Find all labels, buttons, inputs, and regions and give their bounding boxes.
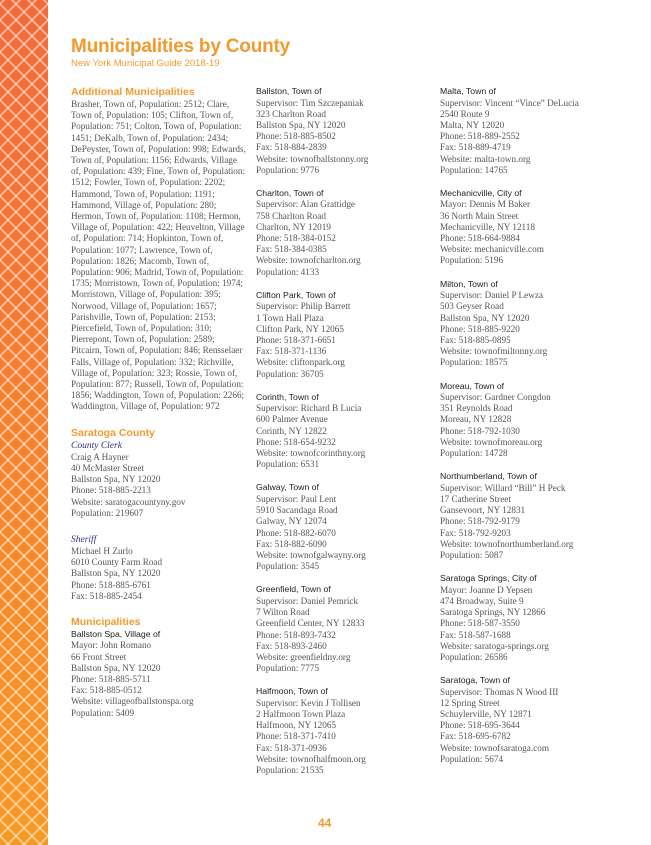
municipality-details [440,290,620,368]
municipality-title: Clifton Park, Town of [256,289,336,300]
page-number: 44 [318,816,332,830]
detail-line: Phone: 518-882-6070 [256,527,336,538]
detail-line: Supervisor: Gardner Congdon [440,392,551,403]
lattice-pattern-icon [0,0,48,845]
detail-line: Phone: 518-885-8502 [256,131,336,142]
detail-line: Ballston Spa, NY 12020 [71,474,161,485]
detail-line: 40 McMaster Street [71,462,144,473]
detail-line: Mayor: Joanne D Yepsen [440,584,533,595]
municipality-entry [71,629,246,719]
municipality-entry [256,392,431,471]
detail-line: Craig A Hayner [71,451,129,462]
detail-line: Phone: 518-664-9884 [440,233,520,244]
detail-line: Supervisor: Alan Grattidge [256,199,356,210]
detail-line: Phone: 518-893-7432 [256,629,336,640]
municipality-details [256,698,431,776]
detail-line: Website: townofgalwayny.org [256,550,366,560]
detail-line: 7 Wilton Road [256,607,310,618]
detail-line: 66 Front Street [71,651,127,662]
detail-line: Corinth, NY 12822 [256,425,327,436]
detail-line: Population: 18575 [440,357,508,368]
detail-line: Phone: 518-654-9232 [256,436,336,447]
detail-line: Population: 21535 [256,765,324,776]
detail-line: 503 Geyser Road [440,301,504,312]
detail-line: Population: 9776 [256,164,320,175]
detail-line: 12 Spring Street [440,697,500,708]
page-title: Municipalities by County [71,36,290,57]
municipality-entry [256,482,431,572]
column-left [71,86,246,731]
municipality-title: Corinth, Town of [256,391,319,402]
detail-line: Phone: 518-885-9220 [440,323,520,334]
detail-line: Supervisor: Paul Lent [256,493,337,504]
detail-line: Population: 5196 [440,255,504,266]
detail-line: Fax: 518-884-2839 [256,142,327,153]
detail-line: Supervisor: Philip Barrett [256,301,351,312]
detail-line: Phone: 518-885-5711 [71,674,151,685]
detail-line: Mayor: John Romano [71,640,152,651]
detail-line: Website: malta-town.org [440,153,531,164]
municipality-title: Halfmoon, Town of [256,686,328,697]
detail-line: 2540 Route 9 [440,108,490,119]
detail-line: Website: townofmiltonny.org [440,346,548,357]
county-clerk-details [71,452,246,519]
detail-line: Website: townofmoreau.org [440,436,543,447]
detail-line: Fax: 518-371-1136 [256,346,327,357]
detail-line: Supervisor: Richard B Lucia [256,403,362,414]
detail-line: 5910 Sacandaga Road [256,505,338,516]
detail-line: Website: townofsaratoga.com [440,742,549,753]
detail-line: Fax: 518-885-0895 [440,334,511,345]
sheriff-role: Sheriff [71,534,97,545]
municipality-details [440,687,620,765]
municipality-entry [256,290,431,380]
municipality-details [256,494,431,572]
county-heading: Saratoga County [71,426,156,439]
municipality-details [256,199,431,277]
detail-line: 474 Broadway, Suite 9 [440,595,524,606]
municipality-entry [440,279,620,369]
detail-line: Website: villageofballstonspa.org [71,696,194,707]
detail-line: 2 Halfmoon Town Plaza [256,709,346,720]
column-right [440,86,620,777]
detail-line: Population: 14728 [440,448,508,459]
sheriff-details [71,546,246,602]
municipality-title: Ballston, Town of [256,86,322,96]
detail-line: Fax: 518-792-9203 [440,527,511,538]
municipality-title: Mechanicville, City of [440,187,522,198]
municipality-title: Saratoga, Town of [440,675,510,686]
municipality-entry [440,471,620,561]
municipality-title: Northumberland, Town of [440,471,537,482]
additional-municipalities-text: Brasher, Town of, Population: 2512; Clare, Town of, Population: 105; Clifton, Town of, Population: 751; Colton, Town of, Population: 1451; DeKalb, Town of, Population: 2434; DePeyster, Town of, Population: 998; Edwards, Town of, Population: 1156; Edwards, Village of, Population: 439; Fine, Town of, Population: 1512; Fowler, Town of, Population: 2202; Hammond, Town of, Population: 1191; Hammond, Village of, Population: 280; Hermon, Town of, Population: 1108; Hermon, Village of, Population: 422; Heuvelton, Village of, Population: 714; Hopkinton, Town of, Population: 1077; Lawrence, Town of, Population: 1826; Macomb, Town of, Population: 906; Madrid, Town of, Population: 1735; Morristown, Town of, Population: 1974; Morristown, Village of, Population: 395; Norwood, Village of, Population: 1657; Parishville, Town of, Population: 2153; Piercefield, Town of, Population: 310; Pierrepont, Town of, Population: 2589; Pitcairn, Town of, Population: 846; Rensselaer Falls, Village of, Population: 332; Richville, Village of, Population: 323; Rossie, Town of, Population: 877; Russell, Town of, Population: 1856; Waddington, Town of, Population: 2266; Waddington, Village of, Population: 972 [71,99,246,412]
detail-line: 36 North Main Street [440,210,519,221]
detail-line: Phone: 518-587-3550 [440,618,520,629]
detail-line: Fax: 518-384-0385 [256,244,327,255]
detail-line: Clifton Park, NY 12065 [256,323,344,334]
detail-line: Fax: 518-695-6782 [440,731,511,742]
detail-line: 17 Catherine Street [440,493,511,504]
detail-line: Fax: 518-371-0936 [256,742,327,753]
detail-line: Website: townofballstonny.org [256,153,369,164]
detail-line: Phone: 518-695-3644 [440,720,520,731]
detail-line: Website: townofhalfmoon.org [256,753,366,764]
detail-line: Fax: 518-885-0512 [71,685,142,696]
detail-line: Saratoga Springs, NY 12866 [440,607,546,618]
detail-line: Phone: 518-885-6761 [71,579,151,590]
detail-line: Population: 36705 [256,368,324,379]
detail-line: Population: 5087 [440,550,504,560]
municipality-entry [256,188,431,278]
detail-line: Supervisor: Daniel P Lewza [440,290,543,301]
detail-line: Phone: 518-371-6651 [256,334,336,345]
detail-line: Phone: 518-885-2213 [71,485,151,496]
municipality-details [440,98,620,176]
detail-line: Website: saratogacountyny.gov [71,496,186,507]
municipality-entry [256,584,431,674]
municipality-details [256,596,431,674]
detail-line: Mechanicville, NY 12118 [440,221,535,232]
detail-line: Fax: 518-889-4719 [440,142,511,153]
municipality-details [440,199,620,266]
municipality-entry [440,675,620,765]
detail-line: Supervisor: Kevin J Tollisen [256,697,361,708]
detail-line: Fax: 518-885-2454 [71,590,142,601]
detail-line: Website: townofnorthumberland.org [440,538,574,549]
detail-line: Supervisor: Willard “Bill” H Peck [440,482,566,493]
additional-municipalities-heading: Additional Municipalities [71,86,195,98]
municipality-title: Greenfield, Town of [256,584,331,595]
detail-line: Population: 219607 [71,507,144,518]
detail-line: Phone: 518-371-7410 [256,731,336,742]
detail-line: Supervisor: Thomas N Wood III [440,686,559,697]
municipality-details [256,98,431,176]
municipality-details [256,301,431,379]
detail-line: Website: townofcorinthny.org [256,448,366,459]
county-clerk-role: County Clerk [71,440,122,451]
detail-line: Population: 26586 [440,651,508,662]
municipality-details [440,392,620,459]
municipality-details [440,585,620,663]
municipalities-heading: Municipalities [71,615,141,628]
detail-line: Schuylerville, NY 12871 [440,709,532,720]
detail-line: Website: mechanicville.com [440,244,544,255]
detail-line: Phone: 518-792-9179 [440,516,520,527]
detail-line: Population: 14765 [440,164,508,175]
municipality-entry [440,188,620,267]
detail-line: Population: 4133 [256,266,320,277]
detail-line: 1 Town Hall Plaza [256,312,324,323]
detail-line: Population: 5409 [71,707,135,718]
detail-line: Fax: 518-882-6090 [256,538,327,549]
detail-line: Ballston Spa, NY 12020 [440,312,530,323]
detail-line: Ballston Spa, NY 12020 [71,662,161,673]
detail-line: 758 Charlton Road [256,210,326,221]
municipality-entry [440,381,620,460]
page-subtitle: New York Municipal Guide 2018-19 [71,58,220,69]
detail-line: Phone: 518-792-1030 [440,425,520,436]
detail-line: Michael H Zurlo [71,545,133,556]
municipality-list [71,629,246,719]
detail-line: Population: 6531 [256,459,320,470]
detail-line: Halfmoon, NY 12065 [256,720,337,731]
detail-line: Supervisor: Daniel Pemrick [256,595,359,606]
municipality-entry [256,686,431,776]
column-middle [256,86,431,788]
municipality-title: Saratoga Springs, City of [440,573,537,584]
municipality-details [71,640,246,718]
detail-line: Website: townofcharlton.org [256,255,361,266]
municipality-details [440,483,620,561]
detail-line: Fax: 518-587-1688 [440,629,511,640]
detail-line: Website: saratoga-springs.org [440,640,549,651]
municipality-title: Milton, Town of [440,278,498,289]
municipality-title: Ballston Spa, Village of [71,628,161,639]
detail-line: 6010 County Farm Road [71,557,163,568]
municipality-title: Moreau, Town of [440,380,505,391]
detail-line: Population: 3545 [256,561,320,572]
detail-line: Population: 7775 [256,663,320,674]
detail-line: Phone: 518-889-2552 [440,131,520,142]
detail-line: 351 Reynolds Road [440,403,513,414]
detail-line: Phone: 518-384-0152 [256,233,336,244]
municipality-entry [440,86,620,176]
detail-line: Supervisor: Vincent “Vince” DeLucia [440,97,579,108]
detail-line: Moreau, NY 12828 [440,414,512,425]
detail-line: Fax: 518-893-2460 [256,640,327,651]
detail-line: Mayor: Dennis M Baker [440,199,531,210]
municipality-title: Galway, Town of [256,482,319,493]
detail-line: Charlton, NY 12019 [256,221,331,232]
detail-line: Ballston Spa, NY 12020 [256,119,346,130]
municipality-title: Malta, Town of [440,86,496,96]
detail-line: Gansevoort, NY 12831 [440,505,526,516]
decorative-sidebar [0,0,48,845]
detail-line: Galway, NY 12074 [256,516,327,527]
detail-line: Website: cliftonpark.org [256,357,345,368]
municipality-title: Charlton, Town of [256,187,324,198]
municipality-details [256,403,431,470]
detail-line: Ballston Spa, NY 12020 [71,568,161,579]
municipality-entry [440,573,620,663]
detail-line: Greenfield Center, NY 12833 [256,618,365,629]
municipality-entry [256,86,431,176]
detail-line: Population: 5674 [440,753,504,764]
detail-line: 600 Palmer Avenue [256,414,328,425]
detail-line: Malta, NY 12020 [440,119,505,130]
detail-line: Website: greenfieldny.org [256,651,351,662]
detail-line: 323 Charlton Road [256,108,326,119]
detail-line: Supervisor: Tim Szczepaniak [256,97,364,108]
